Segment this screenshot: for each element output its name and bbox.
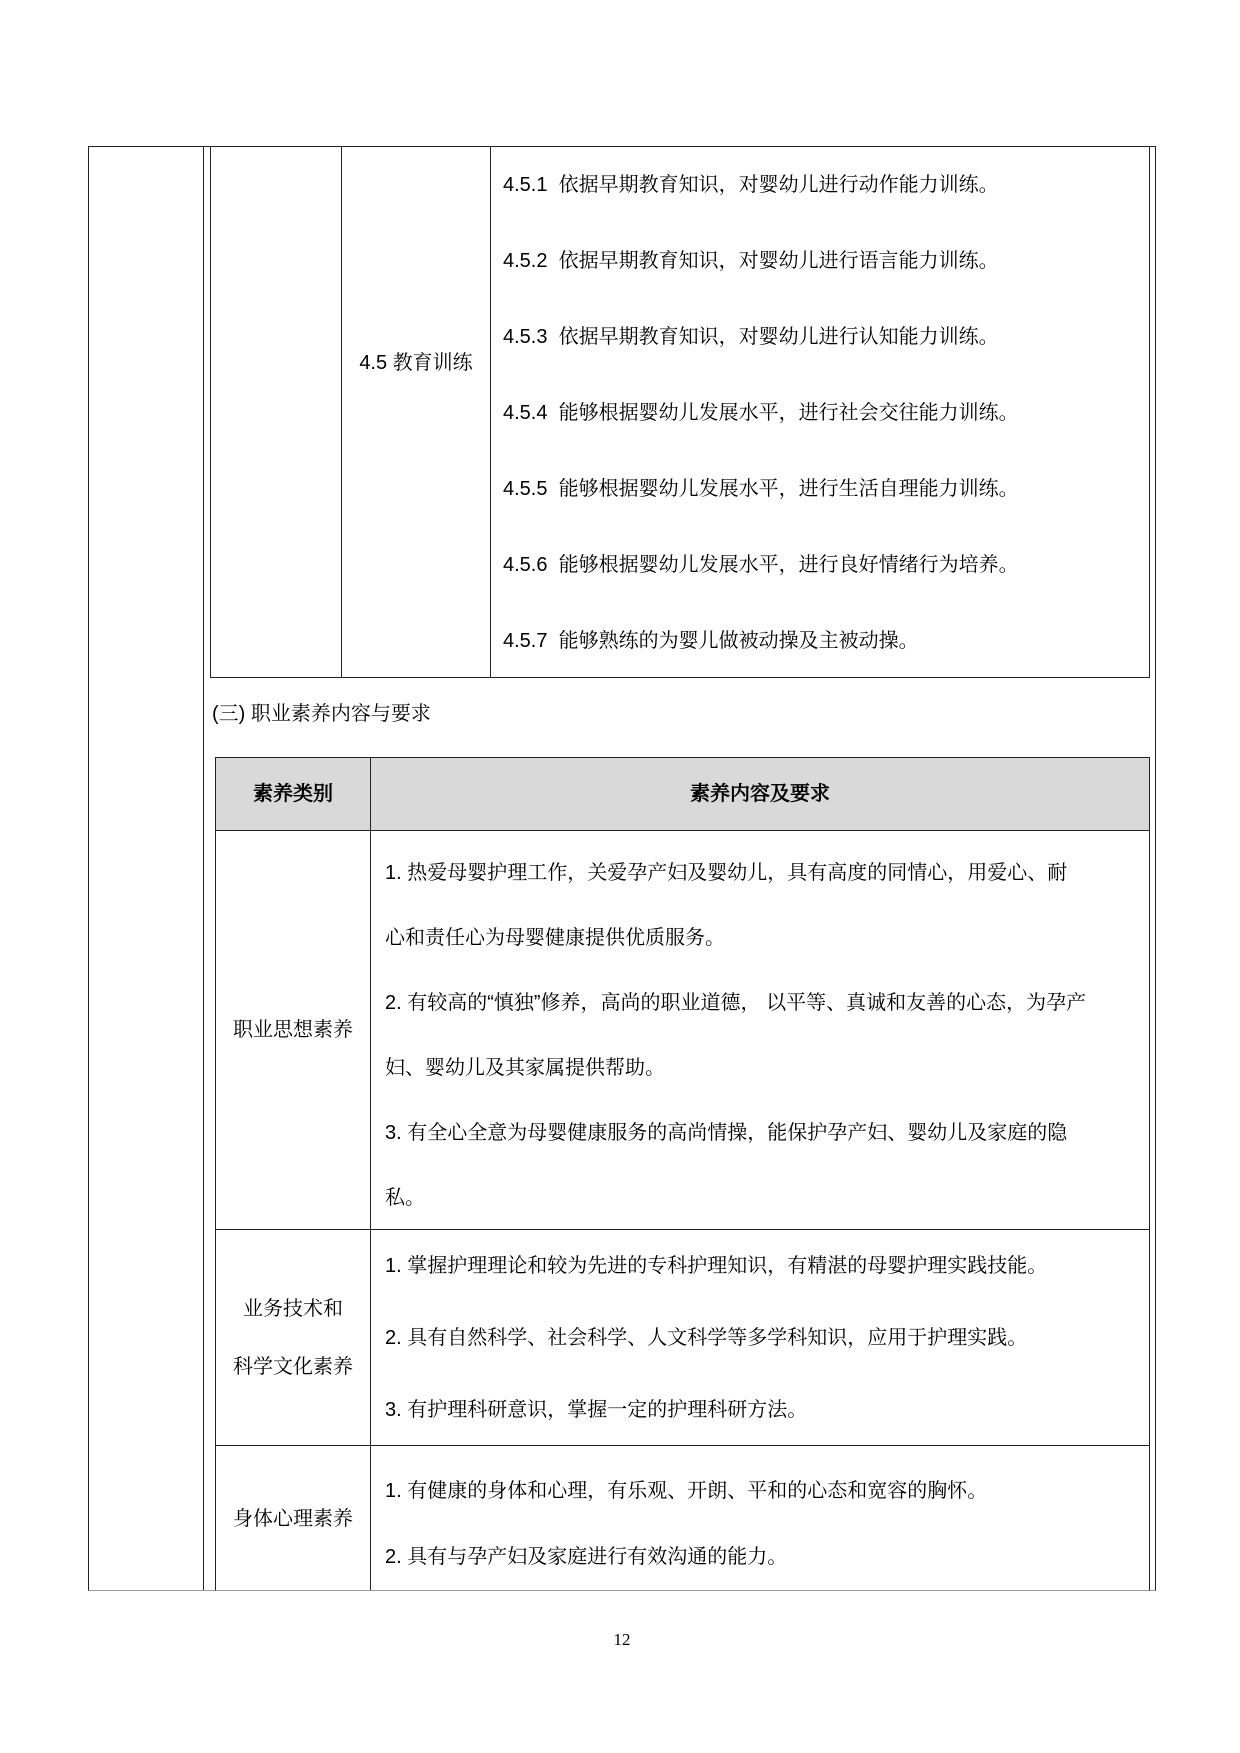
- training-row-label-cell: [342, 147, 491, 677]
- content-line: 2. 有较高的“慎独”修养，高尚的职业道德， 以平等、真诚和友善的心态，为孕产: [385, 992, 1087, 1014]
- category-label: 职业思想素养: [233, 1019, 353, 1041]
- training-row-label: 4.5 教育训练: [359, 352, 473, 374]
- category-label: 身体心理素养: [233, 1508, 353, 1530]
- category-cell: [216, 831, 370, 1229]
- section-heading: (三) 职业素养内容与要求: [212, 703, 431, 725]
- header-cell-content: 素养内容及要求: [690, 783, 830, 805]
- content-line: 私。: [385, 1187, 425, 1209]
- content-line: 妇、婴幼儿及其家属提供帮助。: [385, 1057, 665, 1079]
- content-line: 1. 有健康的身体和心理，有乐观、开朗、平和的心态和宽容的胸怀。: [385, 1480, 988, 1502]
- outer-table-column-divider: [203, 147, 204, 1590]
- training-table-empty-column: [211, 147, 342, 677]
- content-cell: [371, 1446, 1149, 1592]
- training-item: 4.5.2 依据早期教育知识，对婴幼儿进行语言能力训练。: [503, 250, 999, 272]
- training-item: 4.5.7 能够熟练的为婴儿做被动操及主被动操。: [503, 630, 919, 652]
- content-line: 2. 具有与孕产妇及家庭进行有效沟通的能力。: [385, 1546, 788, 1568]
- training-item: 4.5.1 依据早期教育知识，对婴幼儿进行动作能力训练。: [503, 174, 999, 196]
- page-number: 12: [613, 1630, 631, 1649]
- category-cell: [216, 1446, 370, 1592]
- training-item: 4.5.5 能够根据婴幼儿发展水平，进行生活自理能力训练。: [503, 478, 1019, 500]
- quality-row-technical: [216, 1230, 1149, 1446]
- training-item: 4.5.4 能够根据婴幼儿发展水平，进行社会交往能力训练。: [503, 402, 1019, 424]
- quality-row-ideology: [216, 831, 1149, 1230]
- category-cell: [216, 1230, 370, 1445]
- training-item: 4.5.3 依据早期教育知识，对婴幼儿进行认知能力训练。: [503, 326, 999, 348]
- content-line: 3. 有护理科研意识，掌握一定的护理科研方法。: [385, 1399, 808, 1421]
- content-cell: [371, 831, 1149, 1229]
- quality-row-physical: [216, 1446, 1149, 1592]
- training-items-cell: [491, 147, 1151, 677]
- content-cell: [371, 1230, 1149, 1445]
- quality-table: [215, 757, 1150, 1591]
- quality-table-column-divider: [370, 758, 371, 1590]
- content-line: 3. 有全心全意为母婴健康服务的高尚情操，能保护孕产妇、婴幼儿及家庭的隐: [385, 1122, 1068, 1144]
- content-line: 心和责任心为母婴健康提供优质服务。: [385, 927, 725, 949]
- content-line: 1. 热爱母婴护理工作，关爱孕产妇及婴幼儿，具有高度的同情心，用爱心、耐: [385, 862, 1068, 884]
- content-line: 2. 具有自然科学、社会科学、人文科学等多学科知识，应用于护理实践。: [385, 1327, 1028, 1349]
- quality-table-header-row: [216, 758, 1149, 831]
- training-table: [210, 146, 1150, 678]
- category-label: 科学文化素养: [233, 1355, 353, 1378]
- training-item: 4.5.6 能够根据婴幼儿发展水平，进行良好情绪行为培养。: [503, 554, 1019, 576]
- header-cell-category: 素养类别: [253, 783, 333, 805]
- content-line: 1. 掌握护理理论和较为先进的专科护理知识，有精湛的母婴护理实践技能。: [385, 1255, 1048, 1277]
- category-label: 业务技术和: [243, 1297, 343, 1320]
